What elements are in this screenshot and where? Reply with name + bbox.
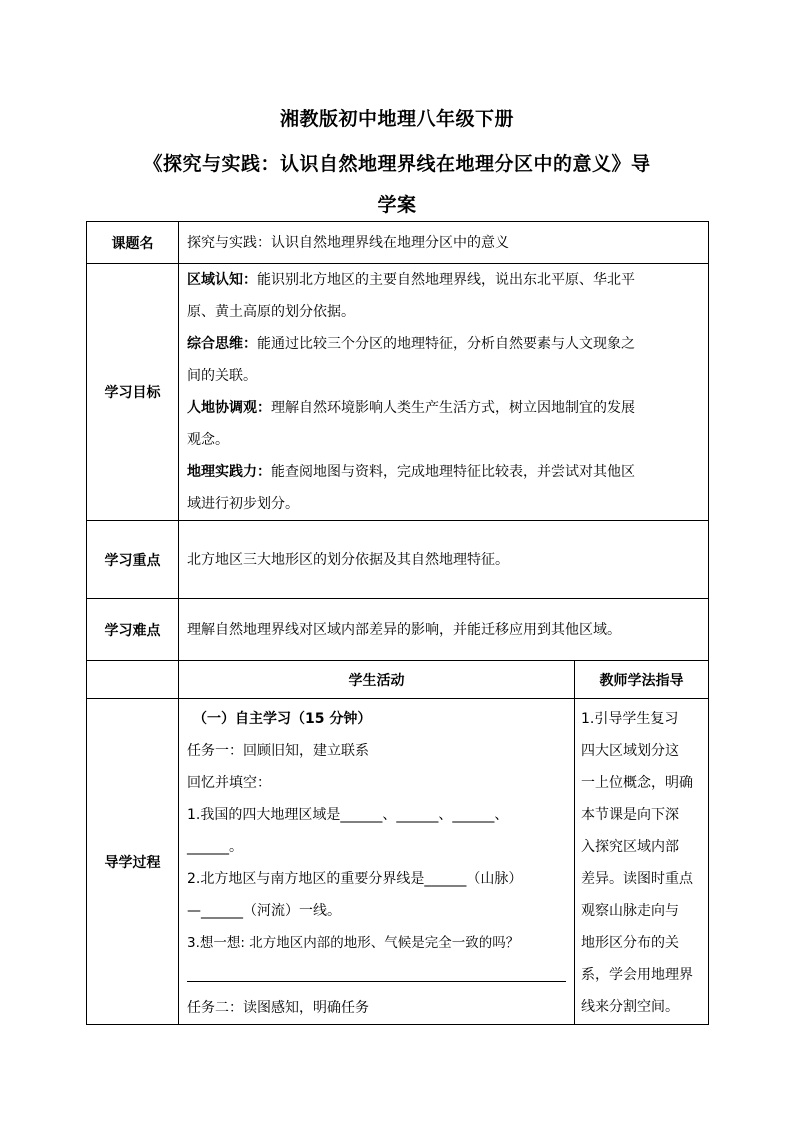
guide-line: 差异。读图时重点: [581, 871, 693, 887]
empty-header-cell: [87, 661, 179, 699]
guide-line: 地形区分布的关: [581, 935, 679, 951]
task-two: 任务二：读图感知，明确任务: [187, 1000, 369, 1016]
guide-line: 系，学会用地理界: [581, 967, 693, 983]
question-2-cont: —______（河流）一线。: [187, 903, 341, 919]
recall-prompt: 回忆并填空：: [187, 775, 271, 791]
difficulty-label: 学习难点: [87, 599, 179, 661]
answer-blank-line[interactable]: [187, 959, 566, 982]
goal-text: 理解自然环境影响人类生产生活方式，树立因地制宜的发展: [271, 400, 635, 416]
doc-title-line1: 湘教版初中地理八年级下册: [279, 108, 514, 130]
student-activity-cell: [179, 699, 575, 1025]
task-one: 任务一：回顾旧知，建立联系: [187, 743, 369, 759]
goal-text: 域进行初步划分。: [187, 496, 299, 512]
lesson-plan-table: [86, 221, 709, 1025]
teacher-guide-header: 教师学法指导: [575, 661, 709, 699]
process-row: [87, 699, 709, 1025]
guide-line: 四大区域划分这: [581, 743, 679, 759]
teacher-guide-cell: [575, 699, 709, 1025]
process-label: 导学过程: [87, 699, 179, 1025]
goals-row: [87, 264, 709, 521]
guide-line: 观察山脉走向与: [581, 903, 679, 919]
topic-value: 探究与实践：认识自然地理界线在地理分区中的意义: [179, 222, 709, 264]
difficulty-row: [87, 599, 709, 661]
guide-line: 本节课是向下深: [581, 807, 679, 823]
question-3: 3.想一想: 北方地区内部的地形、气候是完全一致的吗？: [187, 935, 520, 951]
goal-text: 观念。: [187, 432, 229, 448]
goal-key: 综合思维：: [187, 336, 257, 352]
question-2: 2.北方地区与南方地区的重要分界线是______（山脉）: [187, 871, 523, 887]
section-heading: （一）自主学习（15 分钟）: [193, 711, 372, 727]
goal-text: 能通过比较三个分区的地理特征，分析自然要素与人文现象之: [257, 336, 635, 352]
question-1-cont: ______。: [187, 839, 243, 855]
doc-title-line2: 《探究与实践：认识自然地理界线在地理分区中的意义》导: [143, 153, 651, 175]
column-header-row: [87, 661, 709, 699]
guide-line: 入探究区域内部: [581, 839, 679, 855]
goal-key: 区域认知：: [187, 272, 257, 288]
topic-row: [87, 222, 709, 264]
question-1: 1.我国的四大地理区域是______、______、______、: [187, 807, 509, 823]
goals-cell: [179, 264, 709, 521]
goal-text: 原、黄土高原的划分依据。: [187, 304, 355, 320]
goal-text: 能查阅地图与资料，完成地理特征比较表，并尝试对其他区: [271, 464, 635, 480]
key-point-row: [87, 521, 709, 599]
goal-text: 能识别北方地区的主要自然地理界线，说出东北平原、华北平: [257, 272, 635, 288]
topic-label: 课题名: [87, 222, 179, 264]
guide-line: 线来分割空间。: [581, 999, 679, 1015]
guide-line: 一上位概念，明确: [581, 775, 693, 791]
goal-key: 人地协调观：: [187, 400, 271, 416]
doc-title-line3: 学案: [377, 194, 417, 216]
key-point-label: 学习重点: [87, 521, 179, 599]
student-activity-header: 学生活动: [179, 661, 575, 699]
goals-label: 学习目标: [87, 264, 179, 521]
goal-text: 间的关联。: [187, 368, 257, 384]
key-point-value: 北方地区三大地形区的划分依据及其自然地理特征。: [179, 521, 709, 599]
goal-key: 地理实践力：: [187, 464, 271, 480]
difficulty-value: 理解自然地理界线对区域内部差异的影响，并能迁移应用到其他区域。: [179, 599, 709, 661]
guide-line: 1.引导学生复习: [581, 711, 679, 727]
